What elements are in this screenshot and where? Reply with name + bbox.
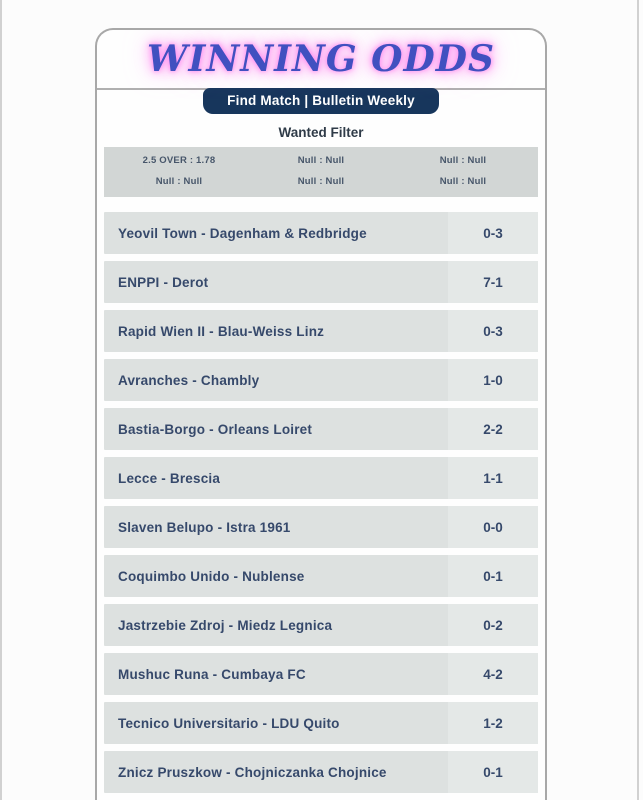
match-name: Coquimbo Unido - Nublense	[118, 568, 305, 584]
page-title: WINNING ODDS	[147, 38, 495, 80]
match-score: 0-0	[448, 506, 538, 548]
match-row[interactable]	[104, 359, 538, 401]
match-row[interactable]	[104, 555, 538, 597]
screen-edge-right	[637, 0, 639, 800]
screen-edge-left	[0, 0, 2, 800]
match-score: 0-2	[448, 604, 538, 646]
match-name: Yeovil Town - Dagenham & Redbridge	[118, 225, 367, 241]
match-score: 0-1	[448, 555, 538, 597]
match-row[interactable]	[104, 457, 538, 499]
match-name: Bastia-Borgo - Orleans Loiret	[118, 421, 313, 437]
match-row[interactable]	[104, 212, 538, 254]
match-row[interactable]	[104, 408, 538, 450]
wanted-filter-title: Wanted Filter	[278, 125, 364, 140]
match-score: 0-3	[448, 212, 538, 254]
filter-cell: Null : Null	[439, 155, 487, 166]
match-score: 1-0	[448, 359, 538, 401]
match-score: 7-1	[448, 261, 538, 303]
match-name: Slaven Belupo - Istra 1961	[118, 519, 291, 535]
match-name: Znicz Pruszkow - Chojniczanka Chojnice	[118, 764, 387, 780]
filter-cell: Null : Null	[155, 176, 203, 187]
match-name: Lecce - Brescia	[118, 470, 221, 486]
match-score: 1-2	[448, 702, 538, 744]
find-match-button[interactable]: Find Match | Bulletin Weekly	[203, 88, 439, 114]
match-row[interactable]	[104, 653, 538, 695]
app-header	[97, 30, 545, 90]
match-list	[104, 212, 538, 793]
filter-cell: Null : Null	[297, 155, 345, 166]
filter-cell: 2.5 OVER : 1.78	[142, 155, 216, 166]
match-name: ENPPI - Derot	[118, 274, 209, 290]
match-score: 0-3	[448, 310, 538, 352]
filter-grid	[104, 147, 538, 197]
match-score: 1-1	[448, 457, 538, 499]
match-name: Mushuc Runa - Cumbaya FC	[118, 666, 306, 682]
match-name: Tecnico Universitario - LDU Quito	[118, 715, 340, 731]
app-card	[95, 28, 547, 800]
filter-cell: Null : Null	[439, 176, 487, 187]
filter-cell: Null : Null	[297, 176, 345, 187]
match-name: Avranches - Chambly	[118, 372, 260, 388]
match-name: Rapid Wien II - Blau-Weiss Linz	[118, 323, 325, 339]
match-row[interactable]	[104, 751, 538, 793]
match-row[interactable]	[104, 604, 538, 646]
match-row[interactable]	[104, 506, 538, 548]
match-name: Jastrzebie Zdroj - Miedz Legnica	[118, 617, 333, 633]
match-row[interactable]	[104, 261, 538, 303]
match-row[interactable]	[104, 310, 538, 352]
match-score: 2-2	[448, 408, 538, 450]
match-row[interactable]	[104, 702, 538, 744]
match-score: 4-2	[448, 653, 538, 695]
match-score: 0-1	[448, 751, 538, 793]
